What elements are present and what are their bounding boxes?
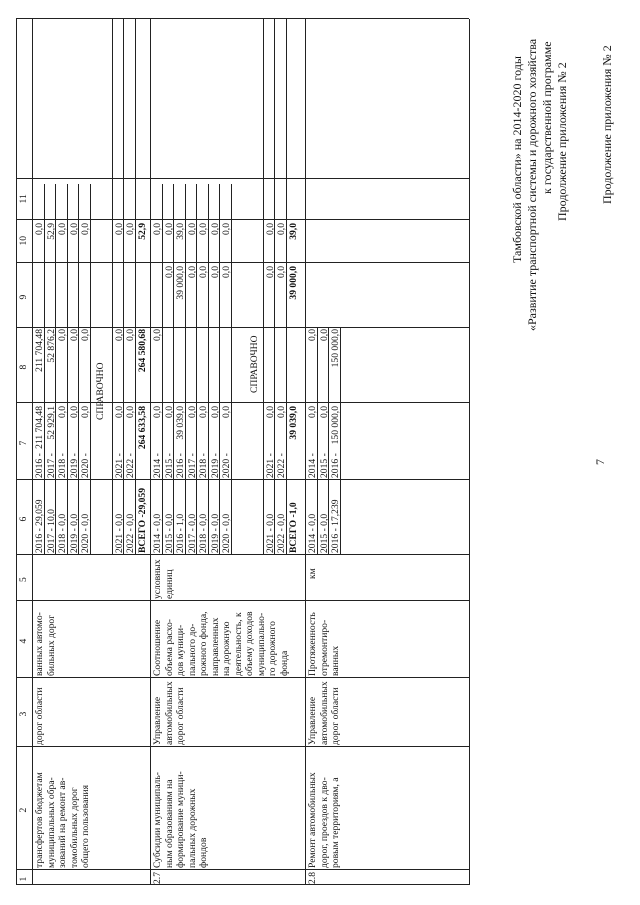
row-b-regional: 0,0 [163,266,175,278]
row-a-municipal: 0,0 [57,223,68,235]
row-a-ref-year: 2022 - [125,453,136,478]
table-rule [112,19,113,555]
row-c-year: 2015 - [318,453,330,478]
column-number: 5 [18,577,29,582]
column-number: 4 [18,638,29,644]
row-a-target: 2020 - 0,0 [80,513,91,553]
row-a-ref-total: 0,0 [125,406,136,418]
column-number: 11 [18,194,29,204]
row-b-regional: 0,0 [198,266,209,278]
row-b-indicator: фонда [278,650,290,676]
row-b-total: 0,0 [163,406,175,418]
table-rule [67,184,68,555]
page-number: 7 [593,459,607,465]
row-b-target: 2017 - 0,0 [186,513,198,553]
row-a-regional: 211 704,48 [34,329,45,372]
table-rule [328,328,329,555]
row-b-year: 2015 - [163,453,175,478]
column-number: 2 [18,807,29,813]
row-a-regional: 0,0 [68,329,80,341]
row-a-ref-target: 2021 - 0,0 [113,513,125,553]
row-c-target: 2014 - 0,0 [307,513,318,553]
row-a-ref-target: 2022 - 0,0 [125,513,136,553]
table-rule [469,19,470,885]
column-number: 8 [18,364,29,370]
table-rule [16,18,469,19]
table-rule [340,328,341,555]
row-b-title: фондов [198,837,209,868]
table-rule [16,262,469,263]
row-b-title: ным образованиям на [163,779,175,868]
table-rule [16,479,469,480]
row-b-title: пальных дорожных [186,788,198,868]
table-rule [150,19,151,885]
table-rule [173,184,174,555]
row-b-municipal: 39,0 [175,223,186,240]
row-b-municipal: 0,0 [163,223,175,235]
row-b-municipal: 0,0 [209,223,221,235]
row-c-indicator: отремонтиро- [318,619,330,676]
row-a-title: трансфертов бюджетам [34,772,45,868]
row-b-total: 0,0 [198,406,209,418]
row-b-year: 2016 - [175,453,186,478]
row-a-total: 0,0 [57,406,68,418]
row-c-total: 0,0 [307,406,318,418]
row-c-executor: Управление [307,696,318,745]
row-b-year: 2014 - [152,453,163,478]
table-rule [135,19,136,555]
table-rule [185,184,186,555]
table-rule [123,19,124,555]
row-b-target: 2020 - 0,0 [221,513,232,553]
row-b-grand-total-municipal: 39,0 [287,223,299,240]
table-rule [44,184,45,555]
row-a-grand-total-target: ВСЕГО -29,059 [136,487,148,553]
row-b-unit: единиц [163,569,175,599]
row-c-indicator: Протяженность [307,612,318,676]
row-a-year: 2017 - [45,453,57,478]
row-c-target: 2016 - 17,239 [330,499,341,553]
header-line-4: «Развитие транспортной системы и дорожного хозяйства [525,38,539,331]
row-a-regional: 0,0 [80,329,91,341]
column-number: 6 [18,516,29,522]
row-b-regional: 39 000,0 [175,266,186,300]
row-a-regional: 52 876,2 [45,329,57,363]
row-c-executor: дорог области [330,687,341,745]
row-b-ref-target: 2022 - 0,0 [276,513,287,553]
row-b-indicator: дов муници- [175,624,186,676]
row-a-executor: дорог области [34,687,45,745]
row-b-municipal: 0,0 [186,223,198,235]
table-rule [16,402,469,403]
table-rule [32,19,33,885]
row-a-total: 0,0 [80,406,91,418]
row-b-ref-municipal: 0,0 [264,223,276,235]
row-a-municipal: 0,0 [80,223,91,235]
column-number: 1 [18,876,29,882]
row-a-ref-regional: 0,0 [113,329,125,341]
row-a-municipal: 0,0 [34,223,45,235]
row-a-indicator: ванных автомо- [34,612,45,676]
header-line-1: Продолжение приложения № 2 [600,45,614,204]
row-a-ref-total: 0,0 [113,406,125,418]
table-rule [208,184,209,555]
row-b-ref-total: 0,0 [276,406,287,418]
table-rule [16,554,469,555]
row-c-regional: 150 000,0 [330,329,341,368]
row-b-federal: 0,0 [152,329,163,341]
table-rule [274,19,275,555]
row-b-grand-total-regional: 39 000,0 [287,266,299,300]
row-b-ref-municipal: 0,0 [276,223,287,235]
row-c-title: ровым территориям, а [330,777,341,868]
row-b-executor: дорог области [175,687,186,745]
table-rule [55,184,56,555]
row-a-year: 2019 - [68,453,80,478]
row-b-target: 2016 - 1,0 [175,513,186,553]
row-b-target: 2018 - 0,0 [198,513,209,553]
row-b-ref-target: 2021 - 0,0 [264,513,276,553]
row-a-ref-municipal: 0,0 [113,223,125,235]
row-b-regional: 0,0 [186,266,198,278]
row-b-title: Субсидии муниципаль- [152,772,163,868]
row-b-municipal: 0,0 [198,223,209,235]
row-b-year: 2017 - [186,453,198,478]
row-b-number: 2.7 [152,872,163,884]
table-rule [231,184,232,555]
header-line-2: Продолжение приложения № 2 [555,62,569,221]
row-b-ref-regional: 0,0 [276,266,287,278]
row-a-ref-municipal: 0,0 [125,223,136,235]
row-b-total: 0,0 [186,406,198,418]
row-a-total: 0,0 [68,406,80,418]
row-a-title: томобильных дорог [68,787,80,868]
row-b-total: 0,0 [152,406,163,418]
row-c-number: 2.8 [307,872,318,884]
row-a-indicator: бильных дорог [45,614,57,676]
row-b-year: 2018 - [198,453,209,478]
row-a-grand-total-municipal: 52,9 [136,223,148,240]
table-rule [162,184,163,555]
row-b-year: 2020 - [221,453,232,478]
table-rule [16,19,17,885]
table-rule [16,600,469,601]
table-rule [219,184,220,555]
row-a-year: 2020 - [80,453,91,478]
row-b-indicator: го дорожного [267,621,278,676]
row-b-target: 2015 - 0,0 [163,513,175,553]
row-a-total: 211 704,48 [34,406,45,449]
row-a-year: 2016 - [34,453,45,478]
column-number: 9 [18,294,29,300]
row-b-indicator: деятельность, к [232,612,244,676]
row-a-reference: СПРАВОЧНО [94,362,106,420]
header-line-5: Тамбовской области» на 2014-2020 годы [510,56,524,263]
row-c-executor: автомобильных [318,681,330,745]
row-b-ref-regional: 0,0 [264,266,276,278]
table-rule [16,884,469,885]
row-c-total: 150 000,0 [330,406,341,445]
row-a-grand-total: 264 633,58 [136,406,148,450]
row-b-target: 2014 - 0,0 [152,513,163,553]
row-b-grand-total-target: ВСЕГО -1,0 [287,502,299,553]
row-a-total: 52 929,1 [45,406,57,440]
row-a-regional: 0,0 [57,329,68,341]
row-b-indicator: Соотношение [152,619,163,676]
row-a-target: 2018 - 0,0 [57,513,68,553]
row-b-executor: автомобильных [163,681,175,745]
row-b-indicator: муниципально- [255,612,267,676]
table-rule [90,184,91,555]
row-c-regional: 0,0 [318,329,330,341]
row-a-ref-year: 2021 - [113,453,125,478]
table-rule [305,19,306,885]
row-a-year: 2018 - [57,453,68,478]
row-b-title: формирование муници- [175,771,186,868]
row-b-total: 39 039,0 [175,406,186,440]
table-rule [16,178,469,179]
row-b-municipal: 0,0 [221,223,232,235]
row-b-indicator: на дорожную [221,621,232,676]
row-c-year: 2014 - [307,453,318,478]
row-c-title: Ремонт автомобильных [307,772,318,868]
column-number: 7 [18,440,29,446]
row-a-municipal: 52,9 [45,223,57,240]
row-b-reference: СПРАВОЧНО [248,335,260,393]
row-b-regional: 0,0 [221,266,232,278]
row-b-grand-total: 39 039,0 [287,406,299,440]
table-rule [16,219,469,220]
row-a-title: зований на ремонт ав- [57,777,68,868]
row-a-target: 2016 - 29,059 [34,499,45,553]
table-rule [317,328,318,555]
row-a-target: 2019 - 0,0 [68,513,80,553]
row-c-unit: км [307,568,318,579]
table-rule [263,19,264,555]
row-c-year: 2016 - [330,453,341,478]
row-b-ref-year: 2022 - [276,453,287,478]
row-b-total: 0,0 [209,406,221,418]
row-c-regional: 0,0 [307,329,318,341]
row-b-ref-total: 0,0 [264,406,276,418]
header-line-3: к государственной программе [540,41,554,194]
table-rule [286,19,287,555]
row-b-unit: условных [152,559,163,599]
row-b-indicator: рожного фонда, [198,611,209,676]
row-b-ref-year: 2021 - [264,453,276,478]
row-a-grand-total-regional: 264 580,68 [136,329,148,373]
row-b-total: 0,0 [221,406,232,418]
row-b-indicator: пального до- [186,623,198,676]
row-b-indicator: объема расхо- [163,619,175,676]
row-a-target: 2017 - 10,0 [45,509,57,553]
row-a-municipal: 0,0 [68,223,80,235]
row-b-indicator: объему доходов [244,611,255,676]
row-b-executor: Управление [152,696,163,745]
program-table [16,19,469,885]
row-b-target: 2019 - 0,0 [209,513,221,553]
table-rule [16,677,469,678]
table-rule [78,184,79,555]
row-a-ref-regional: 0,0 [125,329,136,341]
row-b-year: 2019 - [209,453,221,478]
table-rule [16,746,469,747]
row-b-regional: 0,0 [209,266,221,278]
row-b-indicator: направленных [209,617,221,676]
row-c-target: 2015 - 0,0 [318,513,330,553]
table-rule [16,327,469,328]
row-a-title: общего пользования [80,784,91,868]
table-rule [16,869,469,870]
row-c-indicator: ванных [330,645,341,676]
row-c-title: дорог, проездов к дво- [318,777,330,868]
row-a-title: муниципальных обра- [45,777,57,868]
column-number: 3 [18,711,29,717]
row-b-municipal: 0,0 [152,223,163,235]
row-c-total: 0,0 [318,406,330,418]
table-rule [196,184,197,555]
column-number: 10 [18,235,29,246]
